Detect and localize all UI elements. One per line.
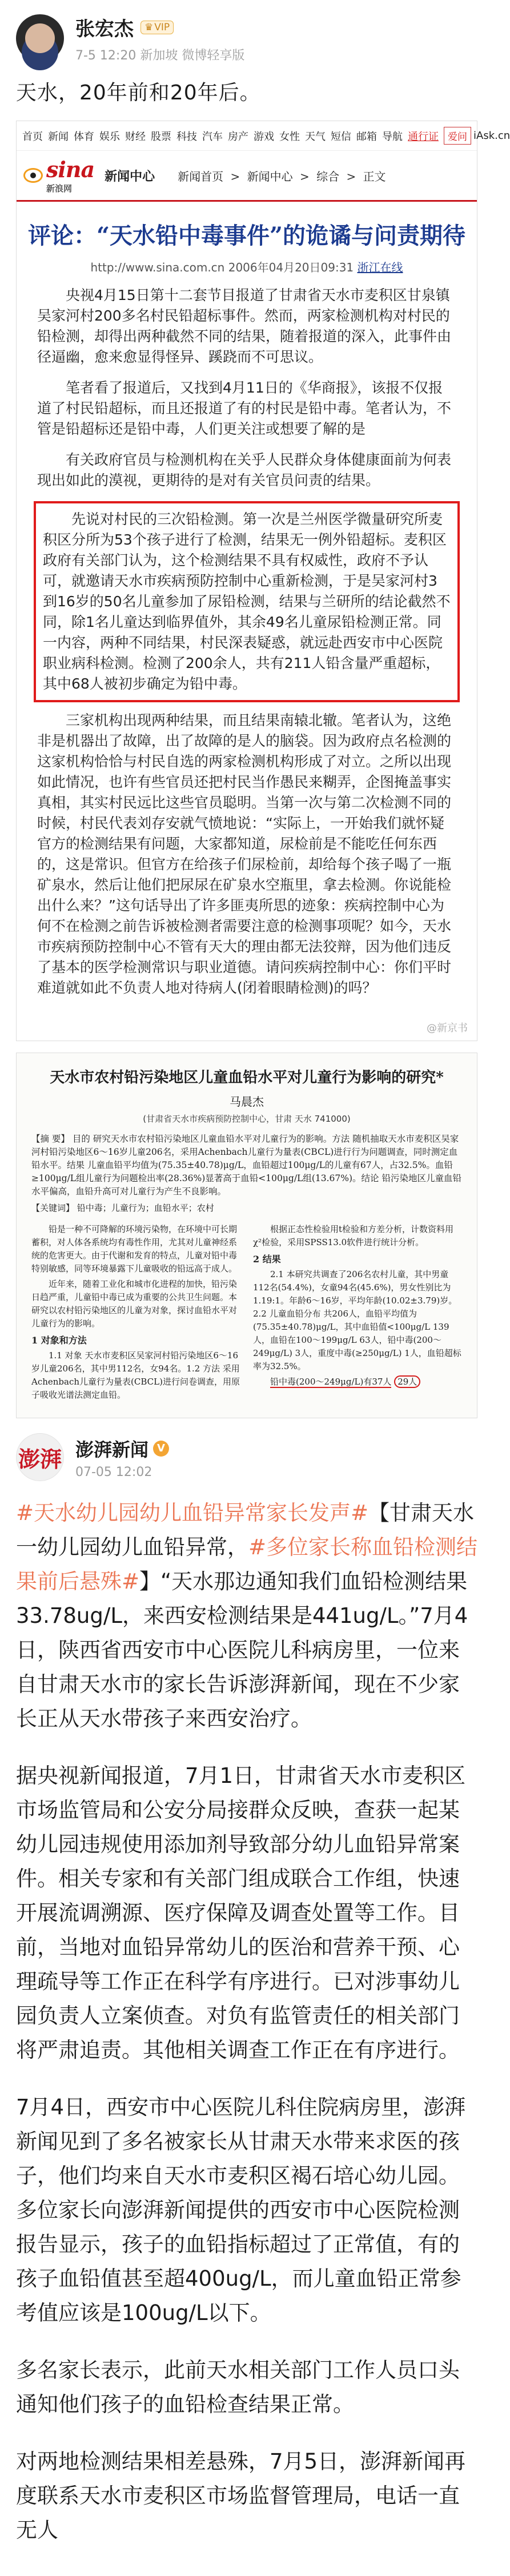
paper-screenshot[interactable] <box>16 1053 477 1418</box>
breadcrumb <box>178 167 389 184</box>
sina-article-screenshot[interactable] <box>16 121 510 1041</box>
paper-heading: 1 对象和方法 <box>31 1335 87 1346</box>
sina-top-nav <box>17 121 510 151</box>
red-circle-annotation: 29人 <box>394 1375 420 1388</box>
repost-author-info <box>64 1435 169 1479</box>
article-body <box>17 285 477 1020</box>
lead-text: 】“天水那边通知我们血铅检测结果33.78ug/L，来西安检测结果是441ug/L。”7月4日，陕西省西安市中心医院儿科病房里，一位来自甘肃天水市的家长告诉澎湃新闻，现在不少家长正从天水带孩子来西安治疗。 <box>16 1569 468 1731</box>
paper-paragraph: 根据正态性检验用t检验和方差分析，计数资料用χ²检验，采用SPSS13.0软件进行统计分析。 <box>253 1224 454 1247</box>
repost-author-name[interactable]: 澎湃新闻 <box>75 1438 149 1461</box>
verified-icon: V <box>153 1441 169 1457</box>
ask-label: 爱问 <box>444 127 471 145</box>
highlighted-paragraph: 先说对村民的三次铅检测。第一次是兰州医学微量研究所麦积区分所为53个孩子进行了检测，结果无一例外铅超标。麦积区政府有关部门认为，这个检测结果不具有权威性，政府不予认可，就邀请天水市疾病预防控制中心重新检测，于是吴家河村3到16岁的50名儿童参加了尿铅检测，结果与兰研所的结论截然不同，除1名儿童达到临界值外，其余49名儿童尿铅检测正常。同一内容，两种不同结果，村民深表疑惑，就远赴西安市中心医院职业病科检测。检测了200余人，共有211人铅含量严重超标，其中68人被初步确定为铅中毒。 <box>43 511 451 692</box>
paper-author: 马晨杰 <box>230 1095 264 1109</box>
crown-icon: ♛ <box>144 21 154 33</box>
article-meta <box>17 258 477 275</box>
nav-link[interactable]: 天气 <box>305 130 326 143</box>
post-header <box>0 0 493 64</box>
section-title: 新闻中心 <box>105 169 155 184</box>
paper-paragraph: 近年来，随着工业化和城市化进程的加快，铅污染日趋严重，儿童铅中毒已成为重要的公共卫生问题。本研究以农村铅污染地区的儿童为对象，探讨血铅水平对儿童行为的影响。 <box>31 1279 238 1329</box>
sina-header-bar <box>17 151 477 202</box>
paper-paragraph: 铅是一种不可降解的环境污染物，在环境中可长期蓄积，对人体各系统均有毒性作用，尤其对儿童神经系统的危害更大。由于代谢和发育的特点，儿童对铅中毒特别敏感，同等环境暴露下儿童吸收的铅远高于成人。 <box>31 1224 238 1274</box>
ask-search[interactable] <box>444 127 510 145</box>
image-watermark: @新京书 <box>427 1022 468 1034</box>
red-underline-annotation: 铅中毒(200～249μg/L)有37人 <box>270 1377 392 1387</box>
paper-annotation <box>253 1375 462 1389</box>
breadcrumb-sep: > <box>299 169 310 183</box>
sina-logo[interactable] <box>46 157 94 194</box>
repost-paragraph: 7月4日，西安市中心医院儿科住院病房里，澎湃新闻见到了多名被家长从甘肃天水带来求医的孩子，他们均来自天水市麦积区褐石培心幼儿园。多位家长向澎湃新闻提供的西安市中心医院检测报告显示，孩子的血铅指标超过了正常值，有的孩子血铅值甚至超400ug/L，而儿童血铅正常参考值应该是100ug/L以下。 <box>16 2095 466 2325</box>
author-name[interactable]: 张宏杰 <box>75 18 134 41</box>
author-info <box>75 13 244 63</box>
repost-meta: 07-05 12:02 <box>75 1465 152 1479</box>
post-meta: 7-5 12:20 新加坡 微博轻享版 <box>75 49 245 63</box>
repost-paragraph: 对两地检测结果相差悬殊，7月5日，澎湃新闻再度联系天水市麦积区市场监督管理局，电话一直无人 <box>16 2449 466 2542</box>
breadcrumb-link[interactable]: 综合 <box>316 169 340 183</box>
article-title: 评论：“天水铅中毒事件”的诡谲与问责期待 <box>27 222 465 249</box>
topic-link[interactable]: #多位家长称血铅检测结果前后悬殊# <box>16 1535 478 1594</box>
nav-link[interactable]: 游戏 <box>254 130 274 143</box>
article-paragraph: 笔者看了报道后，又找到4月11日的《华商报》，该报不仅报道了村民铅超标，而且还报道了有的村民是铅中毒。笔者认为，不管是铅超标还是铅中毒，人们更关注或想要了解的是 <box>37 379 452 437</box>
nav-link[interactable]: 娱乐 <box>99 130 120 143</box>
sina-logo-text: sina <box>46 157 95 182</box>
paper-paragraph: 2.1 本研究共调查了206名农村儿童，其中男童112名(54.4%)，女童94名(45.6%)，男女性别比为1.19:1。年龄6～16岁，平均年龄(10.02±3.79)岁。2.2 儿童血铅分布 共206人，血铅平均值为(75.35±40.78)μg/L，其中血铅值<100μg/L 139人，血铅在100～199μg/L 63人，铅中毒(200～249μg/L) 3人，重度中毒(≥250μg/L) 1人，血铅超标率为32.5%。 <box>253 1269 461 1371</box>
article-paragraph: 三家机构出现两种结果，而且结果南辕北辙。笔者认为，这绝非是机器出了故障，出了故障的是人的脑袋。因为政府点名检测的这家机构恰恰与村民自选的两家检测机构形成了对立。之所以出现如此情况，也许有些官员还把村民当作愚民来糊弄，企图掩盖事实真相，其实村民远比这些官员聪明。当第一次与第二次检测不同的时候，村民代表刘存安就气愤地说：“实际上，一开始我们就怀疑官方的检测结果有问题，大家都知道，尿检前是不能吃任何东西的，这是常识。但官方在给孩子们尿检前，却给每个孩子喝了一瓶矿泉水，然后让他们把尿尿在矿泉水空瓶里，拿去检测。你说能检出什么来？”这句话导出了许多匪夷所思的迹象：疾病控制中心为何不在检测之前告诉被检测者需要注意的检测事项呢？如今，天水市疾病预防控制中心不管有天大的理由都无法狡辩，因为他们违反了基本的医学检测常识与职业道德。请问疾病控制中心：你们平时难道就如此不负责人地对待病人(闭着眼睛检测)的吗？ <box>37 712 452 996</box>
paper-keywords: 【关键词】 铅中毒；儿童行为；血铅水平；农村 <box>31 1203 214 1213</box>
ask-site: iAsk.cn <box>473 130 510 142</box>
article-paragraph: 有关政府官员与检测机构在关乎人民群众身体健康面前为何表现出如此的漠视，更期待的是对有关官员问责的结果。 <box>37 451 452 489</box>
post-text: 天水，20年前和20年后。 <box>16 81 261 105</box>
paper-column-right <box>253 1223 462 1404</box>
repost-avatar-text: 澎湃 <box>18 1446 62 1472</box>
repost-paragraph: 据央视新闻报道，7月1日，甘肃省天水市麦积区市场监管局和公安分局接群众反映，查获一起某幼儿园违规使用添加剂导致部分幼儿血铅异常案件。相关专家和有关部门组成联合工作组，快速开展流调溯源、医疗保障及调查处置等工作。目前，当地对血铅异常幼儿的医治和营养干预、心理疏导等工作正在科学有序进行。已对涉事幼儿园负责人立案侦查。对负有监管责任的相关部门将严肃追责。其他相关调查工作正在有序进行。 <box>16 1763 466 2062</box>
repost-paragraph: 多名家长表示，此前天水相关部门工作人员口头通知他们孩子的血铅检查结果正常。 <box>16 2358 460 2417</box>
paper-heading: 2 结果 <box>253 1254 281 1265</box>
nav-link[interactable]: 汽车 <box>202 130 223 143</box>
article-paragraph: 央视4月15日第十二套节目报道了甘肃省天水市麦积区甘泉镇吴家河村200多名村民铅超标事件。然而，两家检测机构对村民的铅检测，却得出两种截然不同的结果，随着报道的深入，此事件由径逼幽，愈来愈显得怪异、蹊跷而不可思议。 <box>37 287 452 365</box>
breadcrumb-link[interactable]: 新闻中心 <box>247 169 293 183</box>
article-date: http://www.sina.com.cn 2006年04月20日09:31 <box>90 261 354 274</box>
paper-affiliation: (甘肃省天水市疾病预防控制中心，甘肃 天水 741000) <box>143 1114 351 1124</box>
nav-link[interactable]: 邮箱 <box>356 130 377 143</box>
article-source-link[interactable]: 浙江在线 <box>357 261 403 274</box>
lead-bracket: 【甘肃天水一幼儿园幼儿血铅异常， <box>16 1501 475 1559</box>
repost-header <box>0 1418 493 1481</box>
nav-link[interactable]: 女性 <box>279 130 300 143</box>
vip-badge <box>140 21 174 34</box>
paper-paragraph: 1.1 对象 天水市麦积区吴家河村铅污染地区6～16岁儿童206名，其中男112名，女94名。1.2 方法 采用Achenbach儿童行为量表(CBCL)进行问卷调查，用原子吸收光谱法测定血铅。 <box>31 1350 240 1400</box>
breadcrumb-link[interactable]: 新闻首页 <box>178 169 224 183</box>
nav-link[interactable]: 新闻 <box>48 130 69 143</box>
sina-logo-sub: 新浪网 <box>46 183 73 194</box>
sina-eye-icon <box>23 168 43 183</box>
avatar-face <box>25 23 55 53</box>
paper-title: 天水市农村铅污染地区儿童血铅水平对儿童行为影响的研究* <box>50 1069 444 1086</box>
breadcrumb-sep: > <box>346 169 356 183</box>
topic-link[interactable]: #天水幼儿园幼儿血铅异常家长发声# <box>16 1501 369 1525</box>
nav-link[interactable]: 首页 <box>22 130 43 143</box>
nav-link[interactable]: 导航 <box>382 130 403 143</box>
repost-avatar[interactable] <box>16 1433 64 1481</box>
nav-link[interactable]: 体育 <box>74 130 94 143</box>
paper-column-left <box>31 1223 240 1404</box>
breadcrumb-current: 正文 <box>363 169 386 183</box>
nav-link[interactable]: 房产 <box>228 130 248 143</box>
highlighted-paragraph-box <box>34 501 460 702</box>
author-row <box>75 13 244 41</box>
nav-link[interactable]: 财经 <box>125 130 146 143</box>
nav-link[interactable]: 短信 <box>331 130 351 143</box>
nav-link[interactable]: 科技 <box>176 130 197 143</box>
breadcrumb-sep: > <box>230 169 240 183</box>
repost-name-row <box>64 1435 169 1462</box>
paper-abstract: 【摘 要】 目的 研究天水市农村铅污染地区儿童血铅水平对儿童行为的影响。方法 随机抽取天水市麦积区吴家河村铅污染地区6～16岁儿童206名，采用Achenbach儿童行为量表(CBCL)进行行为问题调查，同时测定血铅水平。结果 儿童血铅平均值为(75.35±40.78)μg/L，血铅超过100μg/L的儿童有67人，占32.5%。血铅≥100μg/L组儿童行为问题检出率(28.36%)显著高于血铅<100μg/L组(13.67%)。结论 铅污染地区儿童血铅水平偏高，血铅升高可对儿童行为产生不良影响。 <box>31 1134 461 1197</box>
nav-link[interactable]: 股票 <box>151 130 171 143</box>
paper-columns <box>31 1223 462 1404</box>
repost-lead-paragraph <box>16 1496 477 1736</box>
vip-badge-label: VIP <box>154 21 170 33</box>
passport-link[interactable]: 通行证 <box>408 130 439 143</box>
repost-body <box>0 1481 493 2576</box>
author-avatar[interactable] <box>16 14 64 62</box>
